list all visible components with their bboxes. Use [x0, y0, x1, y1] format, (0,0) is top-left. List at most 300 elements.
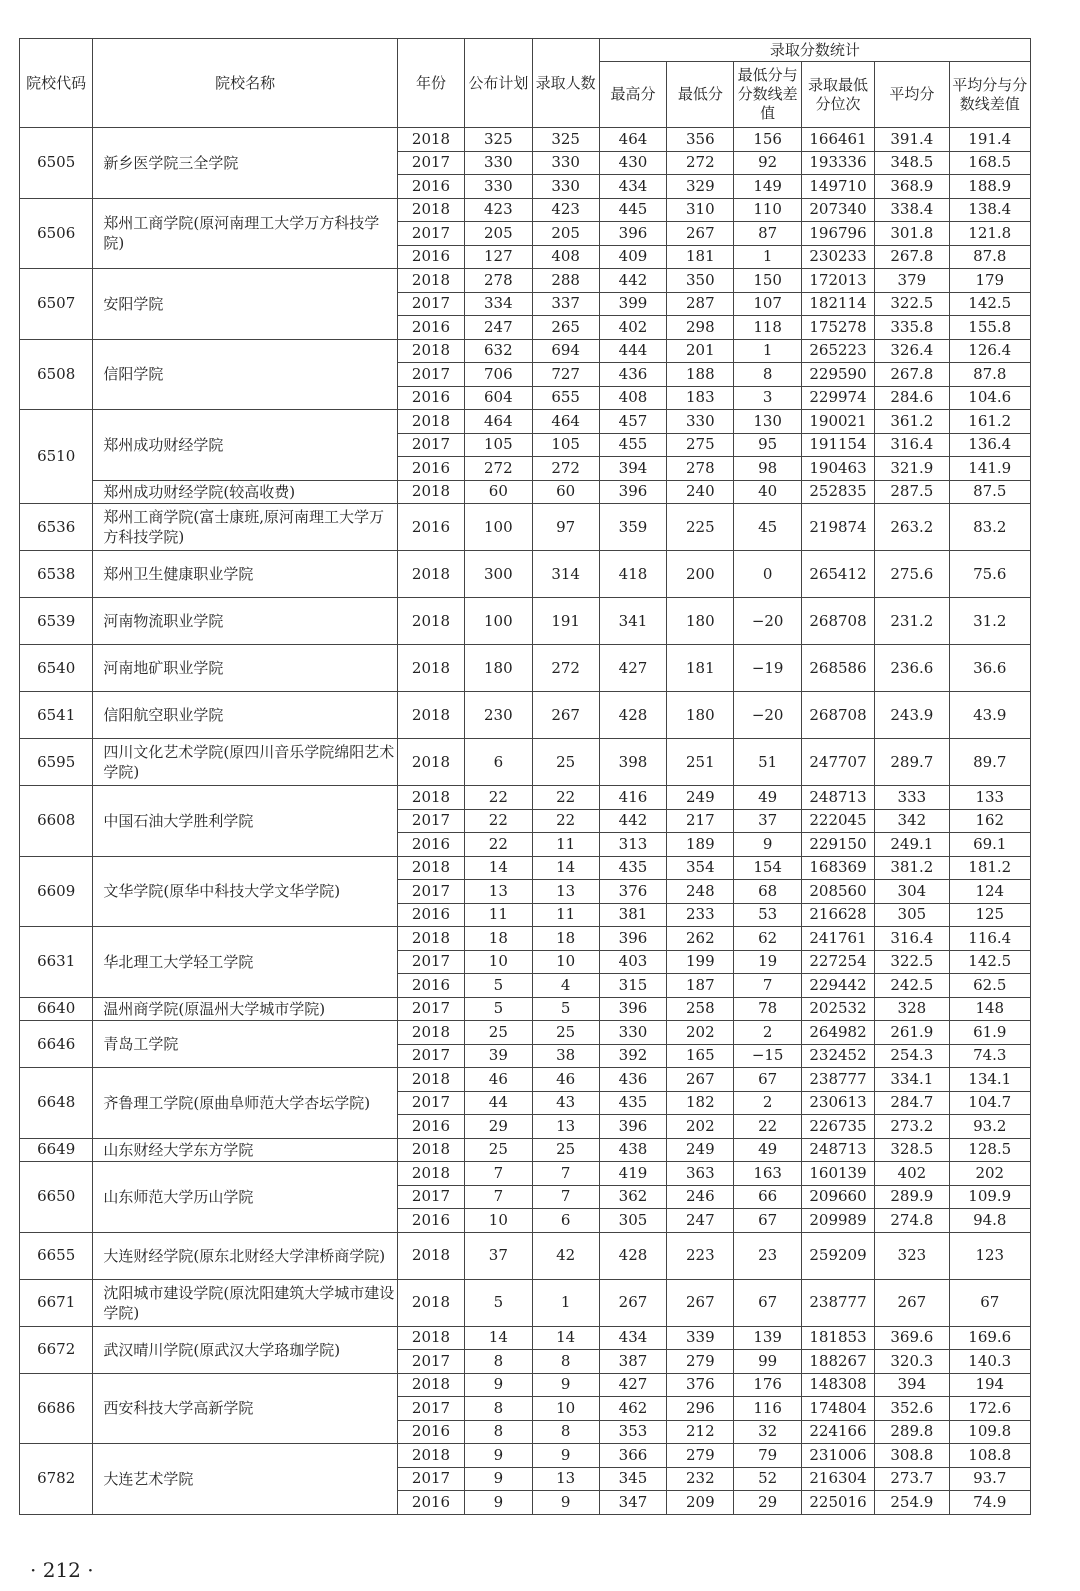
max-score-cell: 362 — [599, 1185, 666, 1209]
col-header-code: 院校代码 — [20, 39, 93, 128]
min-diff-cell: 29 — [734, 1491, 801, 1515]
min-rank-cell: 196796 — [801, 222, 874, 246]
avg-score-cell: 326.4 — [875, 339, 949, 363]
year-cell: 2018 — [397, 1138, 464, 1162]
plan-cell: 100 — [465, 598, 532, 645]
min-rank-cell: 227254 — [801, 950, 874, 974]
min-rank-cell: 182114 — [801, 292, 874, 316]
min-rank-cell: 229150 — [801, 833, 874, 857]
avg-diff-cell: 133 — [949, 786, 1030, 810]
min-diff-cell: 53 — [734, 903, 801, 927]
avg-diff-cell: 168.5 — [949, 151, 1030, 175]
plan-cell: 127 — [465, 245, 532, 269]
school-name-cell: 山东财经大学东方学院 — [93, 1138, 397, 1162]
year-cell: 2018 — [397, 269, 464, 293]
year-cell: 2018 — [397, 410, 464, 434]
plan-cell: 9 — [465, 1444, 532, 1468]
year-cell: 2016 — [397, 175, 464, 199]
school-code-cell: 6649 — [20, 1138, 93, 1162]
school-name-cell: 齐鲁理工学院(原曲阜师范大学杏坛学院) — [93, 1068, 397, 1139]
max-score-cell: 359 — [599, 504, 666, 551]
year-cell: 2016 — [397, 245, 464, 269]
max-score-cell: 428 — [599, 692, 666, 739]
avg-score-cell: 243.9 — [875, 692, 949, 739]
year-cell: 2017 — [397, 997, 464, 1021]
max-score-cell: 402 — [599, 316, 666, 340]
avg-score-cell: 368.9 — [875, 175, 949, 199]
plan-cell: 334 — [465, 292, 532, 316]
admitted-cell: 13 — [532, 1115, 599, 1139]
plan-cell: 100 — [465, 504, 532, 551]
max-score-cell: 455 — [599, 433, 666, 457]
year-cell: 2017 — [397, 1397, 464, 1421]
admitted-cell: 25 — [532, 1138, 599, 1162]
max-score-cell: 434 — [599, 175, 666, 199]
avg-score-cell: 267 — [875, 1279, 949, 1326]
min-rank-cell: 248713 — [801, 1138, 874, 1162]
avg-diff-cell: 89.7 — [949, 739, 1030, 786]
min-score-cell: 275 — [667, 433, 734, 457]
avg-diff-cell: 67 — [949, 1279, 1030, 1326]
year-cell: 2018 — [397, 551, 464, 598]
school-code-cell: 6655 — [20, 1232, 93, 1279]
avg-score-cell: 275.6 — [875, 551, 949, 598]
plan-cell: 300 — [465, 551, 532, 598]
table-row — [20, 1021, 1031, 1045]
avg-diff-cell: 124 — [949, 880, 1030, 904]
min-diff-cell: 52 — [734, 1467, 801, 1491]
min-score-cell: 183 — [667, 386, 734, 410]
admitted-cell: 5 — [532, 997, 599, 1021]
min-rank-cell: 149710 — [801, 175, 874, 199]
max-score-cell: 435 — [599, 856, 666, 880]
plan-cell: 25 — [465, 1021, 532, 1045]
avg-diff-cell: 36.6 — [949, 645, 1030, 692]
plan-cell: 7 — [465, 1185, 532, 1209]
table-row — [20, 1444, 1031, 1468]
max-score-cell: 445 — [599, 198, 666, 222]
school-name-cell: 大连财经学院(原东北财经大学津桥商学院) — [93, 1232, 397, 1279]
avg-score-cell: 334.1 — [875, 1068, 949, 1092]
min-rank-cell: 238777 — [801, 1068, 874, 1092]
min-score-cell: 330 — [667, 410, 734, 434]
min-score-cell: 232 — [667, 1467, 734, 1491]
max-score-cell: 427 — [599, 645, 666, 692]
min-score-cell: 248 — [667, 880, 734, 904]
plan-cell: 330 — [465, 175, 532, 199]
min-diff-cell: 78 — [734, 997, 801, 1021]
avg-score-cell: 379 — [875, 269, 949, 293]
table-row — [20, 339, 1031, 363]
admitted-cell: 330 — [532, 151, 599, 175]
admitted-cell: 97 — [532, 504, 599, 551]
max-score-cell: 438 — [599, 1138, 666, 1162]
min-rank-cell: 168369 — [801, 856, 874, 880]
year-cell: 2017 — [397, 222, 464, 246]
avg-score-cell: 287.5 — [875, 480, 949, 504]
avg-diff-cell: 162 — [949, 809, 1030, 833]
school-name-cell: 河南地矿职业学院 — [93, 645, 397, 692]
avg-diff-cell: 109.9 — [949, 1185, 1030, 1209]
avg-diff-cell: 83.2 — [949, 504, 1030, 551]
plan-cell: 9 — [465, 1373, 532, 1397]
avg-score-cell: 335.8 — [875, 316, 949, 340]
year-cell: 2017 — [397, 1091, 464, 1115]
min-diff-cell: 79 — [734, 1444, 801, 1468]
max-score-cell: 457 — [599, 410, 666, 434]
min-score-cell: 258 — [667, 997, 734, 1021]
min-rank-cell: 226735 — [801, 1115, 874, 1139]
avg-diff-cell: 191.4 — [949, 128, 1030, 152]
admitted-cell: 43 — [532, 1091, 599, 1115]
min-diff-cell: 37 — [734, 809, 801, 833]
avg-score-cell: 284.7 — [875, 1091, 949, 1115]
year-cell: 2018 — [397, 645, 464, 692]
admitted-cell: 288 — [532, 269, 599, 293]
min-score-cell: 233 — [667, 903, 734, 927]
plan-cell: 22 — [465, 833, 532, 857]
col-header-name: 院校名称 — [93, 39, 397, 128]
avg-score-cell: 322.5 — [875, 292, 949, 316]
admitted-cell: 694 — [532, 339, 599, 363]
min-score-cell: 180 — [667, 692, 734, 739]
min-score-cell: 339 — [667, 1326, 734, 1350]
school-code-cell: 6510 — [20, 410, 93, 504]
school-name-cell: 郑州工商学院(原河南理工大学万方科技学院) — [93, 198, 397, 269]
school-code-cell: 6646 — [20, 1021, 93, 1068]
admitted-cell: 18 — [532, 927, 599, 951]
admitted-cell: 423 — [532, 198, 599, 222]
plan-cell: 180 — [465, 645, 532, 692]
year-cell: 2018 — [397, 1068, 464, 1092]
min-score-cell: 181 — [667, 645, 734, 692]
school-name-cell: 郑州工商学院(富士康班,原河南理工大学万方科技学院) — [93, 504, 397, 551]
min-diff-cell: 23 — [734, 1232, 801, 1279]
min-diff-cell: 45 — [734, 504, 801, 551]
col-header-max: 最高分 — [599, 62, 666, 128]
table-row — [20, 480, 1031, 504]
min-score-cell: 354 — [667, 856, 734, 880]
max-score-cell: 392 — [599, 1044, 666, 1068]
table-row — [20, 128, 1031, 152]
min-diff-cell: 9 — [734, 833, 801, 857]
year-cell: 2018 — [397, 198, 464, 222]
max-score-cell: 442 — [599, 269, 666, 293]
min-score-cell: 249 — [667, 786, 734, 810]
min-diff-cell: 149 — [734, 175, 801, 199]
min-score-cell: 209 — [667, 1491, 734, 1515]
min-score-cell: 165 — [667, 1044, 734, 1068]
min-score-cell: 180 — [667, 598, 734, 645]
min-diff-cell: 110 — [734, 198, 801, 222]
avg-diff-cell: 87.8 — [949, 363, 1030, 387]
year-cell: 2016 — [397, 833, 464, 857]
plan-cell: 8 — [465, 1397, 532, 1421]
max-score-cell: 396 — [599, 927, 666, 951]
min-score-cell: 200 — [667, 551, 734, 598]
plan-cell: 8 — [465, 1420, 532, 1444]
min-rank-cell: 230613 — [801, 1091, 874, 1115]
school-code-cell: 6539 — [20, 598, 93, 645]
min-score-cell: 350 — [667, 269, 734, 293]
avg-diff-cell: 188.9 — [949, 175, 1030, 199]
admitted-cell: 22 — [532, 786, 599, 810]
plan-cell: 11 — [465, 903, 532, 927]
table-row — [20, 1326, 1031, 1350]
table-body — [20, 128, 1031, 1515]
admission-score-table — [19, 38, 1031, 1515]
year-cell: 2016 — [397, 974, 464, 998]
avg-diff-cell: 69.1 — [949, 833, 1030, 857]
year-cell: 2018 — [397, 692, 464, 739]
school-code-cell: 6540 — [20, 645, 93, 692]
avg-score-cell: 231.2 — [875, 598, 949, 645]
min-rank-cell: 238777 — [801, 1279, 874, 1326]
min-score-cell: 247 — [667, 1209, 734, 1233]
min-score-cell: 296 — [667, 1397, 734, 1421]
plan-cell: 9 — [465, 1491, 532, 1515]
plan-cell: 18 — [465, 927, 532, 951]
admitted-cell: 205 — [532, 222, 599, 246]
max-score-cell: 267 — [599, 1279, 666, 1326]
min-diff-cell: 156 — [734, 128, 801, 152]
avg-diff-cell: 61.9 — [949, 1021, 1030, 1045]
admitted-cell: 13 — [532, 1467, 599, 1491]
table-row — [20, 1162, 1031, 1186]
min-diff-cell: 0 — [734, 551, 801, 598]
min-score-cell: 287 — [667, 292, 734, 316]
school-code-cell: 6650 — [20, 1162, 93, 1233]
avg-score-cell: 267.8 — [875, 363, 949, 387]
min-rank-cell: 191154 — [801, 433, 874, 457]
avg-diff-cell: 148 — [949, 997, 1030, 1021]
min-score-cell: 267 — [667, 222, 734, 246]
avg-score-cell: 242.5 — [875, 974, 949, 998]
plan-cell: 247 — [465, 316, 532, 340]
year-cell: 2018 — [397, 1021, 464, 1045]
min-score-cell: 329 — [667, 175, 734, 199]
max-score-cell: 305 — [599, 1209, 666, 1233]
year-cell: 2018 — [397, 128, 464, 152]
avg-score-cell: 342 — [875, 809, 949, 833]
plan-cell: 604 — [465, 386, 532, 410]
max-score-cell: 434 — [599, 1326, 666, 1350]
table-row — [20, 739, 1031, 786]
table-row — [20, 645, 1031, 692]
admitted-cell: 337 — [532, 292, 599, 316]
avg-score-cell: 322.5 — [875, 950, 949, 974]
table-row — [20, 504, 1031, 551]
col-header-min-diff: 最低分与分数线差值 — [734, 62, 801, 128]
school-code-cell: 6671 — [20, 1279, 93, 1326]
min-diff-cell: −20 — [734, 692, 801, 739]
min-diff-cell: 118 — [734, 316, 801, 340]
plan-cell: 37 — [465, 1232, 532, 1279]
plan-cell: 230 — [465, 692, 532, 739]
admitted-cell: 8 — [532, 1420, 599, 1444]
min-rank-cell: 202532 — [801, 997, 874, 1021]
avg-score-cell: 261.9 — [875, 1021, 949, 1045]
min-score-cell: 279 — [667, 1350, 734, 1374]
year-cell: 2018 — [397, 927, 464, 951]
year-cell: 2017 — [397, 1185, 464, 1209]
min-diff-cell: −20 — [734, 598, 801, 645]
avg-score-cell: 236.6 — [875, 645, 949, 692]
avg-score-cell: 320.3 — [875, 1350, 949, 1374]
table-row — [20, 1232, 1031, 1279]
avg-diff-cell: 94.8 — [949, 1209, 1030, 1233]
plan-cell: 706 — [465, 363, 532, 387]
plan-cell: 105 — [465, 433, 532, 457]
avg-diff-cell: 141.9 — [949, 457, 1030, 481]
plan-cell: 278 — [465, 269, 532, 293]
min-score-cell: 249 — [667, 1138, 734, 1162]
avg-score-cell: 323 — [875, 1232, 949, 1279]
min-score-cell: 217 — [667, 809, 734, 833]
plan-cell: 39 — [465, 1044, 532, 1068]
min-rank-cell: 230233 — [801, 245, 874, 269]
admitted-cell: 9 — [532, 1373, 599, 1397]
year-cell: 2018 — [397, 1444, 464, 1468]
plan-cell: 10 — [465, 950, 532, 974]
avg-diff-cell: 126.4 — [949, 339, 1030, 363]
school-name-cell: 山东师范大学历山学院 — [93, 1162, 397, 1233]
plan-cell: 330 — [465, 151, 532, 175]
max-score-cell: 330 — [599, 1021, 666, 1045]
school-code-cell: 6536 — [20, 504, 93, 551]
page-number: · 212 · — [30, 1558, 94, 1582]
avg-diff-cell: 179 — [949, 269, 1030, 293]
year-cell: 2017 — [397, 880, 464, 904]
min-diff-cell: 150 — [734, 269, 801, 293]
plan-cell: 423 — [465, 198, 532, 222]
year-cell: 2017 — [397, 151, 464, 175]
table-row — [20, 198, 1031, 222]
min-score-cell: 356 — [667, 128, 734, 152]
avg-score-cell: 328 — [875, 997, 949, 1021]
school-name-cell: 郑州成功财经学院(较高收费) — [93, 480, 397, 504]
min-rank-cell: 209660 — [801, 1185, 874, 1209]
plan-cell: 14 — [465, 1326, 532, 1350]
min-diff-cell: 67 — [734, 1209, 801, 1233]
admitted-cell: 46 — [532, 1068, 599, 1092]
school-name-cell: 郑州卫生健康职业学院 — [93, 551, 397, 598]
col-header-min-rank: 录取最低分位次 — [801, 62, 874, 128]
avg-score-cell: 348.5 — [875, 151, 949, 175]
admitted-cell: 408 — [532, 245, 599, 269]
min-score-cell: 212 — [667, 1420, 734, 1444]
year-cell: 2018 — [397, 1326, 464, 1350]
school-name-cell: 文华学院(原华中科技大学文华学院) — [93, 856, 397, 927]
max-score-cell: 345 — [599, 1467, 666, 1491]
min-score-cell: 201 — [667, 339, 734, 363]
year-cell: 2016 — [397, 316, 464, 340]
min-rank-cell: 268586 — [801, 645, 874, 692]
min-rank-cell: 232452 — [801, 1044, 874, 1068]
min-rank-cell: 229442 — [801, 974, 874, 998]
plan-cell: 9 — [465, 1467, 532, 1491]
year-cell: 2017 — [397, 433, 464, 457]
max-score-cell: 419 — [599, 1162, 666, 1186]
min-diff-cell: 154 — [734, 856, 801, 880]
plan-cell: 6 — [465, 739, 532, 786]
year-cell: 2018 — [397, 1232, 464, 1279]
min-diff-cell: 7 — [734, 974, 801, 998]
school-name-cell: 信阳航空职业学院 — [93, 692, 397, 739]
year-cell: 2018 — [397, 1279, 464, 1326]
table-row — [20, 1373, 1031, 1397]
max-score-cell: 396 — [599, 1115, 666, 1139]
min-rank-cell: 175278 — [801, 316, 874, 340]
plan-cell: 5 — [465, 1279, 532, 1326]
avg-diff-cell: 155.8 — [949, 316, 1030, 340]
avg-diff-cell: 128.5 — [949, 1138, 1030, 1162]
min-rank-cell: 259209 — [801, 1232, 874, 1279]
school-code-cell: 6538 — [20, 551, 93, 598]
min-diff-cell: 176 — [734, 1373, 801, 1397]
min-diff-cell: 1 — [734, 245, 801, 269]
year-cell: 2016 — [397, 1420, 464, 1444]
min-score-cell: 199 — [667, 950, 734, 974]
year-cell: 2018 — [397, 786, 464, 810]
max-score-cell: 341 — [599, 598, 666, 645]
admitted-cell: 14 — [532, 856, 599, 880]
admitted-cell: 25 — [532, 1021, 599, 1045]
avg-diff-cell: 125 — [949, 903, 1030, 927]
min-score-cell: 279 — [667, 1444, 734, 1468]
avg-score-cell: 273.2 — [875, 1115, 949, 1139]
avg-diff-cell: 109.8 — [949, 1420, 1030, 1444]
school-code-cell: 6608 — [20, 786, 93, 857]
min-diff-cell: 98 — [734, 457, 801, 481]
avg-score-cell: 289.9 — [875, 1185, 949, 1209]
min-diff-cell: 49 — [734, 786, 801, 810]
avg-diff-cell: 202 — [949, 1162, 1030, 1186]
avg-score-cell: 263.2 — [875, 504, 949, 551]
min-rank-cell: 247707 — [801, 739, 874, 786]
plan-cell: 632 — [465, 339, 532, 363]
min-diff-cell: 66 — [734, 1185, 801, 1209]
school-code-cell: 6686 — [20, 1373, 93, 1444]
avg-score-cell: 321.9 — [875, 457, 949, 481]
avg-diff-cell: 123 — [949, 1232, 1030, 1279]
avg-score-cell: 338.4 — [875, 198, 949, 222]
admitted-cell: 727 — [532, 363, 599, 387]
min-diff-cell: 67 — [734, 1279, 801, 1326]
avg-diff-cell: 116.4 — [949, 927, 1030, 951]
avg-diff-cell: 142.5 — [949, 292, 1030, 316]
min-diff-cell: 2 — [734, 1021, 801, 1045]
max-score-cell: 347 — [599, 1491, 666, 1515]
min-rank-cell: 172013 — [801, 269, 874, 293]
year-cell: 2018 — [397, 480, 464, 504]
min-diff-cell: 49 — [734, 1138, 801, 1162]
min-rank-cell: 160139 — [801, 1162, 874, 1186]
max-score-cell: 353 — [599, 1420, 666, 1444]
avg-score-cell: 352.6 — [875, 1397, 949, 1421]
min-score-cell: 225 — [667, 504, 734, 551]
school-name-cell: 大连艺术学院 — [93, 1444, 397, 1515]
year-cell: 2016 — [397, 1209, 464, 1233]
year-cell: 2017 — [397, 809, 464, 833]
max-score-cell: 387 — [599, 1350, 666, 1374]
max-score-cell: 409 — [599, 245, 666, 269]
year-cell: 2018 — [397, 739, 464, 786]
plan-cell: 5 — [465, 974, 532, 998]
min-rank-cell: 166461 — [801, 128, 874, 152]
min-diff-cell: 107 — [734, 292, 801, 316]
plan-cell: 44 — [465, 1091, 532, 1115]
